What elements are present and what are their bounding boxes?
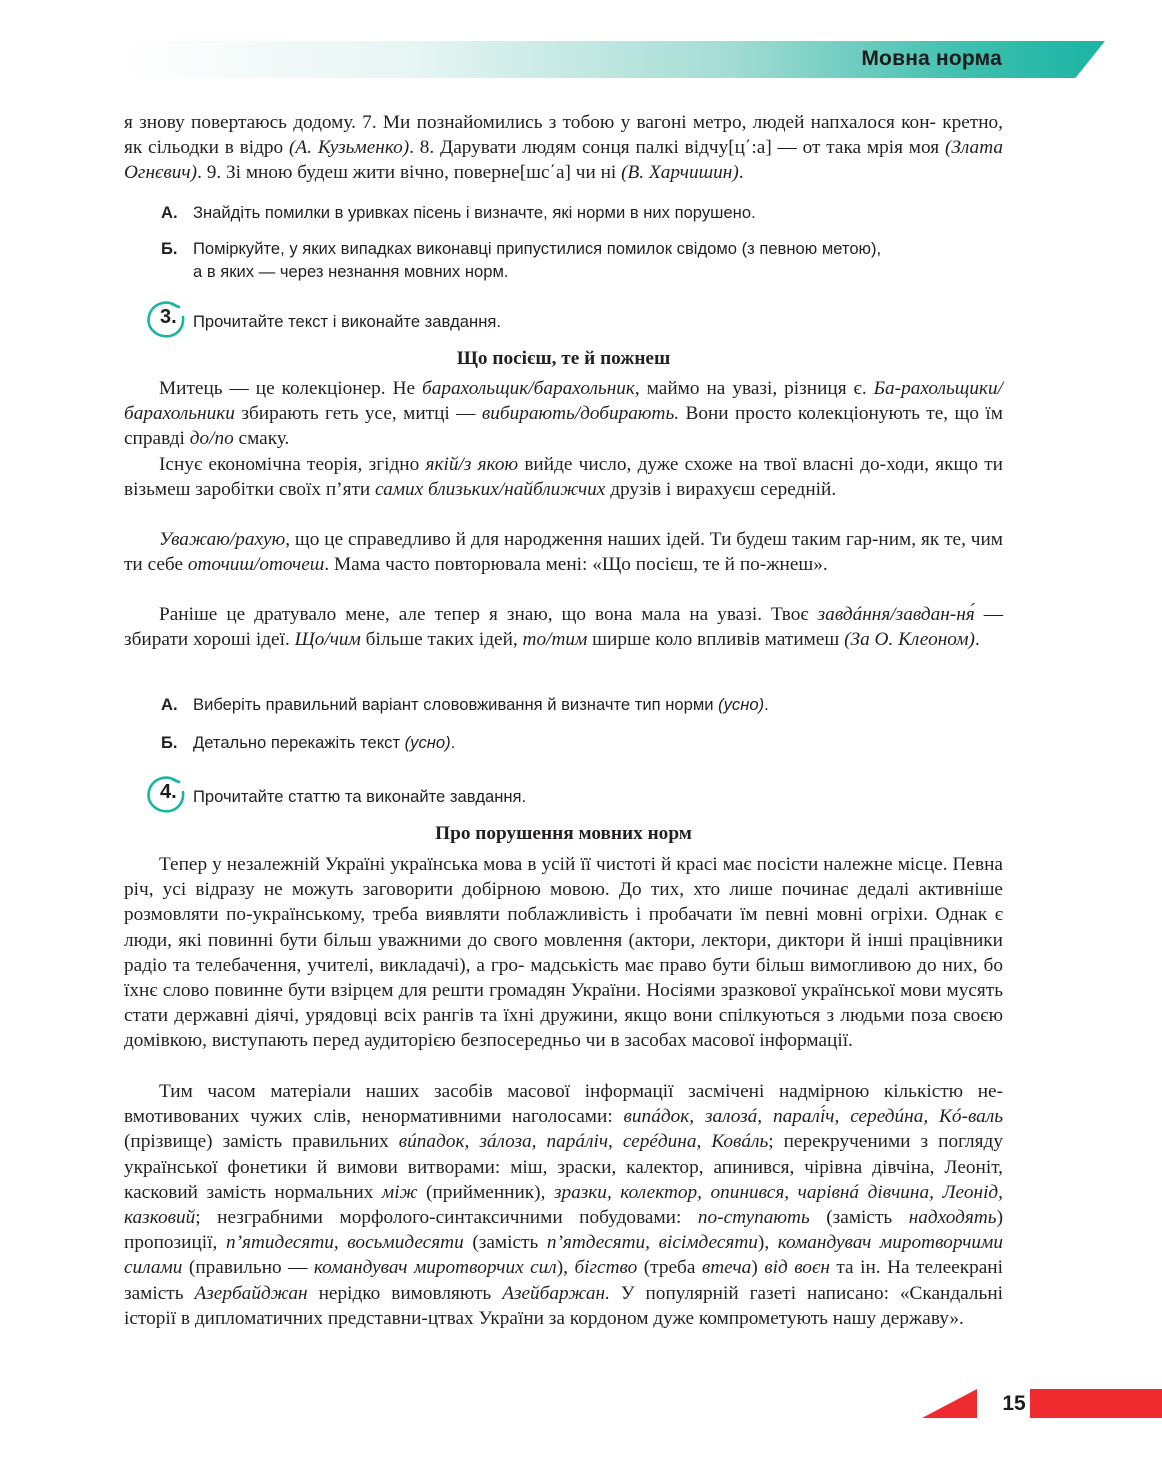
task-a-ex3 bbox=[161, 693, 1011, 716]
task-letter: А. bbox=[161, 203, 178, 222]
task-text: Детально перекажіть текст (усно). bbox=[193, 733, 456, 752]
task-b-ex2 bbox=[161, 237, 1011, 283]
task-b-ex3 bbox=[161, 731, 1011, 754]
exercise-number-badge: 4. bbox=[146, 775, 186, 813]
task-text: Знайдіть помилки в уривках пісень і визначте, які норми в них порушено. bbox=[193, 203, 756, 222]
section-title: Мовна норма bbox=[861, 47, 1002, 70]
paragraph: Тепер у незалежній Україні українська мова в усій її чистоті й красі має посісти належне місце. Певна річ, усі відразу не можуть заговорити добірною мовою. До тих, хто лише починає дедалі активніше розмовляти по-українському, треба виявляти поблажливість і пробачати їм певні мовні огріхи. Однак є люди, які повинні бути більш уважними до свого мовлення (актори, лектори, диктори й інші працівники радіо та телебачення, учителі, викладачі), а гро- мадськість має право бути більш вимогливою до них, бо їхнє слово повинне бути взірцем для решти громадян України. Носіями зразкової української мови мусять стати державні діячі, урядовці всіх рангів та їхні дружини, якщо вони спілкуються з людьми поза своєю домівкою, виступають перед аудиторією безпосередньо чи в засобах масової інформації. bbox=[124, 854, 1004, 1052]
task-letter: А. bbox=[161, 695, 178, 714]
paragraph: Уважаю/рахую, що це справедливо й для народження наших ідей. Ти будеш таким гар-ним, як те, чим ти себе оточиш/оточеш. Мама часто повторювала мені: «Що посієш, те й по-жнеш». bbox=[124, 529, 1003, 576]
task-text: Поміркуйте, у яких випадках виконавці припустилися помилок свідомо (з певною метою), а в яких — через незнання мовних норм. bbox=[193, 239, 882, 281]
intro-paragraph: я знову повертаюсь додому. 7. Ми познайомились з тобою у вагоні метро, людей напхалося кон- кретно, як сільодки в відро (А. Кузьменко). 8. Дарувати людям сонця палкі відчу[ц΄:а] — от така мрія моя (Злата Огнєвич). 9. Зі мною будеш жити вічно, поверне[шс΄а] чи ні (В. Харчишин). bbox=[124, 112, 1003, 184]
paragraph: Тим часом матеріали наших засобів масової інформації засмічені надмірною кількістю не-вмотивованих чужих слів, ненормативними наголосами: випáдок, залозá, паралі́ч, середúна, Кó-валь (прізвище) замість правильних вúпадок, зáлоза, парáліч, серéдина, Ковáль; перекрученими з погляду української фонетики й вимови витворами: міш, зраски, калектор, апинився, чірівна дівчіна, Леоніт, касковий замість нормальних між (прийменник), зразки, колектор, опинився, чарівнá дівчина, Леонід, казковий; незграбними морфолого-синтаксичними побудовами: по-ступають (замість надходять) пропозиції, п’ятидесяти, восьмидесяти (замість п’ятдесяти, вісімдесяти), командувач миротворчими силами (правильно — командувач миротворчих сил), бігство (треба втеча) від воєн та ін. На телеекрані замість Азербайджан нерідко вимовляють Азейбаржан. У популярній газеті написано: «Скандальні історії в дипломатичних представни-цтвах України за кордоном дуже компрометують нашу державу». bbox=[124, 1081, 1003, 1329]
text-title: Що посієш, те й пожнеш bbox=[456, 348, 671, 369]
task-letter: Б. bbox=[161, 733, 178, 752]
task-letter: Б. bbox=[161, 239, 178, 258]
exercise-instruction: Прочитайте текст і виконайте завдання. bbox=[193, 312, 501, 331]
paragraph: Існує економічна теорія, згідно якій/з якою вийде число, дуже схоже на твої власні до-ходи, якщо ти візьмеш заробітки своїх п’яти самих близьких/найближчих друзів і вирахуєш середній. bbox=[124, 454, 1003, 501]
page-number: 15 bbox=[1002, 1392, 1026, 1415]
paragraph: Раніше це дратувало мене, але тепер я знаю, що вона мала на увазі. Твоє завдáння/завдан-ня́ — збирати хороші ідеї. Що/чим більше таких ідей, то/тим ширше коло впливів матимеш (За О. Клеоном). bbox=[124, 604, 1003, 651]
exercise-instruction: Прочитайте статтю та виконайте завдання. bbox=[193, 787, 527, 806]
exercise-number-badge: 3. bbox=[146, 300, 186, 338]
task-a-ex2 bbox=[161, 201, 1011, 224]
article-title: Про порушення мовних норм bbox=[435, 823, 692, 844]
footer-accent-left bbox=[922, 1389, 977, 1418]
task-text: Виберіть правильний варіант слововживання й визначте тип норми (усно). bbox=[193, 695, 769, 714]
footer-accent-right bbox=[1030, 1389, 1162, 1418]
paragraph: Митець — це колекціонер. Не барахольщик/барахольник, маймо на увазі, різниця є. Ба-рахольщики/барахольники збирають геть усе, митці — вибирають/добирають. Вони просто колекціонують те, що їм справді до/по смаку. bbox=[124, 378, 1003, 450]
